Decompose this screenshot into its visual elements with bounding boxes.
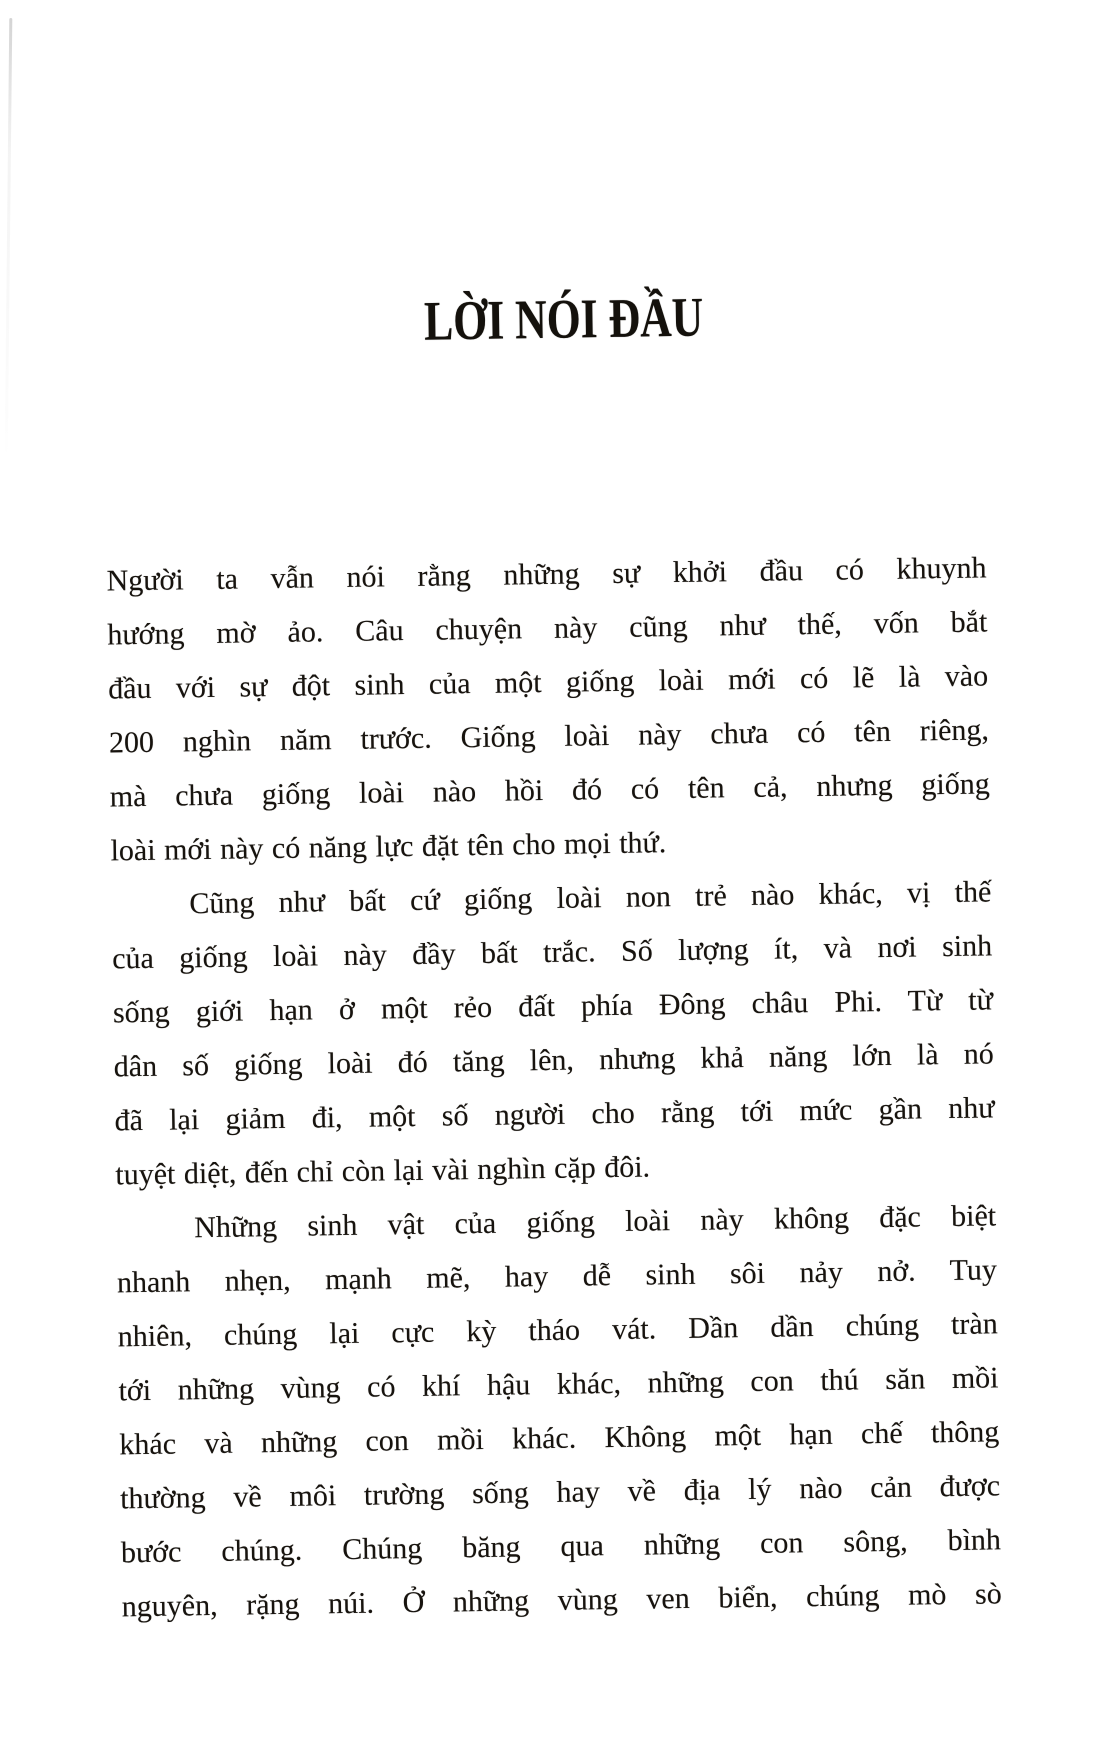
page-body [106,541,1002,1634]
text-line: 200 nghìn năm trước. Giống loài này chưa có tên riêng, [108,713,990,760]
text-line: loài mới này có năng lực đặt tên cho mọi thứ. [110,826,667,868]
text-line: đầu với sự đột sinh của một giống loài mới có lẽ là vào [107,659,989,706]
text-line: mà chưa giống loài nào hồi đó có tên cả, nhưng giống [109,767,990,814]
text-line: sống giới hạn ở một rẻo đất phía Đông châu Phi. Từ từ [112,983,994,1030]
text-line: tuyệt diệt, đến chỉ còn lại vài nghìn cặp đôi. [115,1150,651,1192]
text-line: nguyên, rặng núi. Ở những vùng ven biển, chúng mò sò [121,1577,1002,1624]
text-line: tới những vùng có khí hậu khác, những con thú săn mồi [118,1361,999,1408]
page-content [98,0,1004,1760]
text-line: Những sinh vật của giống loài này không đặc biệt [193,1199,997,1245]
text-line: của giống loài này đầy bất trắc. Số lượng ít, và nơi sinh [111,929,993,976]
scan-edge-artifact [5,18,13,458]
text-line: thường về môi trường sống hay về địa lý nào cản được [119,1469,1001,1516]
text-line: đã lại giảm đi, một số người cho rằng tới mức gần như [114,1091,995,1138]
text-line: hướng mờ ảo. Câu chuyện này cũng như thế, vốn bắt [107,605,988,652]
page-title [123,285,1004,354]
text-line: Người ta vẫn nói rằng những sự khởi đầu có khuynh [106,551,987,598]
page-title-text: LỜI NÓI ĐẦU [423,286,704,353]
text-line: khác và những con mồi khác. Không một hạn chế thông [119,1415,1000,1462]
text-line: nhiên, chúng lại cực kỳ tháo vát. Dần dần chúng tràn [117,1307,998,1354]
text-line: bước chúng. Chúng băng qua những con sông, bình [120,1523,1002,1570]
text-line: Cũng như bất cứ giống loài non trẻ nào khác, vị thế [189,875,992,921]
text-line: dân số giống loài đó tăng lên, nhưng khả năng lớn là nó [113,1037,994,1084]
text-line: nhanh nhẹn, mạnh mẽ, hay dễ sinh sôi nảy nở. Tuy [116,1253,998,1300]
